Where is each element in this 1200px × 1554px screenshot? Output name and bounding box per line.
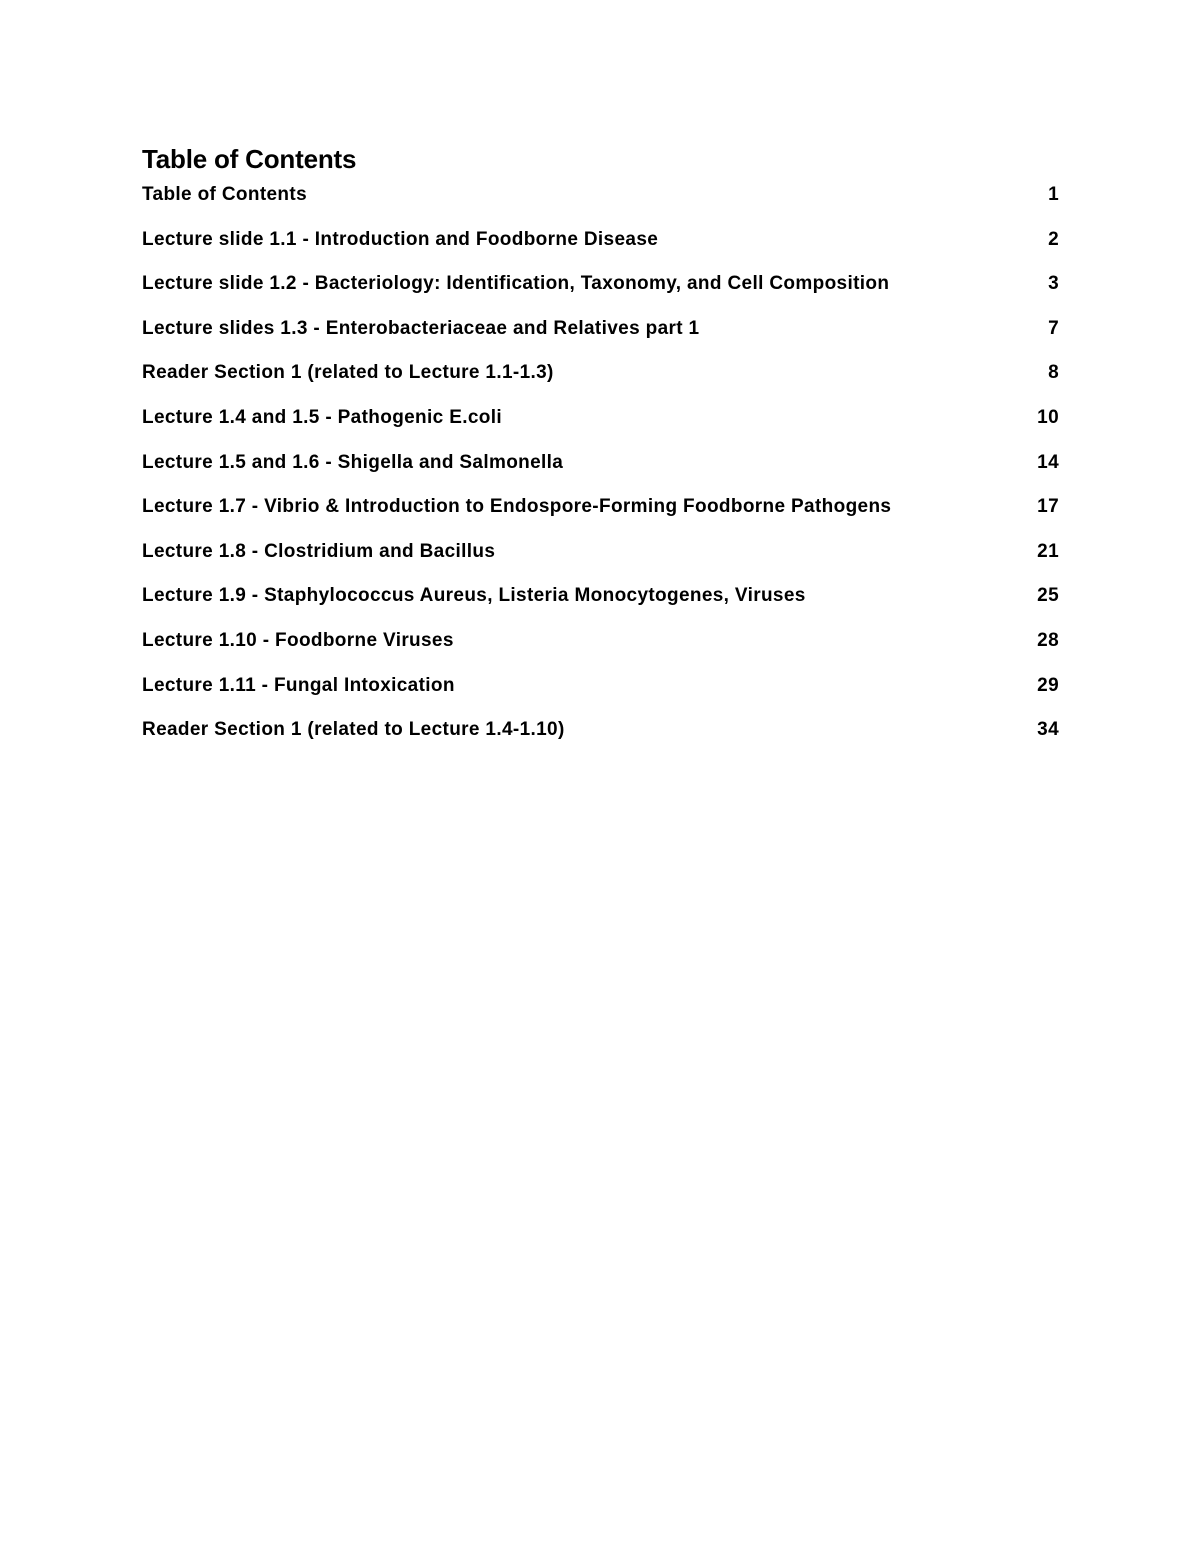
- toc-entry-title: Lecture 1.4 and 1.5 - Pathogenic E.coli: [142, 406, 502, 428]
- toc-entry-page-number: 8: [1048, 362, 1059, 384]
- toc-entry-page-number: 21: [1037, 540, 1059, 562]
- toc-entry-title: Reader Section 1 (related to Lecture 1.4-1.10): [142, 719, 565, 741]
- toc-entry[interactable]: [142, 358, 1059, 403]
- table-of-contents: [142, 140, 1059, 760]
- toc-entry[interactable]: [142, 537, 1059, 582]
- toc-entry-page-number: 34: [1037, 719, 1059, 741]
- toc-entry[interactable]: [142, 314, 1059, 359]
- toc-entry-page-number: 28: [1037, 629, 1059, 651]
- toc-entry-title: Lecture 1.7 - Vibrio & Introduction to Endospore-Forming Foodborne Pathogens: [142, 496, 892, 518]
- toc-entry[interactable]: [142, 671, 1059, 716]
- toc-entry[interactable]: [142, 715, 1059, 760]
- toc-entry[interactable]: [142, 180, 1059, 225]
- toc-entry[interactable]: [142, 626, 1059, 671]
- toc-entry[interactable]: [142, 403, 1059, 448]
- toc-entry[interactable]: [142, 269, 1059, 314]
- toc-entry[interactable]: [142, 448, 1059, 493]
- toc-entry-page-number: 10: [1037, 406, 1059, 428]
- toc-entry-title: Lecture 1.8 - Clostridium and Bacillus: [142, 540, 496, 562]
- toc-entry-title: Lecture 1.10 - Foodborne Viruses: [142, 629, 454, 651]
- toc-entry-page-number: 17: [1037, 496, 1059, 518]
- toc-entry-title: Reader Section 1 (related to Lecture 1.1-1.3): [142, 362, 554, 384]
- toc-entry-page-number: 29: [1037, 674, 1059, 696]
- toc-entry-page-number: 14: [1037, 451, 1059, 473]
- toc-entry-page-number: 25: [1037, 585, 1059, 607]
- toc-entry-title: Lecture 1.9 - Staphylococcus Aureus, Listeria Monocytogenes, Viruses: [142, 585, 806, 607]
- toc-entry-title: Table of Contents: [142, 184, 307, 205]
- toc-entry[interactable]: [142, 225, 1059, 270]
- toc-entry[interactable]: [142, 581, 1059, 626]
- toc-entry-page-number: 7: [1048, 317, 1059, 339]
- toc-entry-title: Lecture 1.11 - Fungal Intoxication: [142, 674, 455, 696]
- toc-list: [142, 180, 1059, 760]
- toc-entry-title: Lecture slides 1.3 - Enterobacteriaceae and Relatives part 1: [142, 317, 700, 339]
- toc-entry-title: Lecture slide 1.1 - Introduction and Foodborne Disease: [142, 228, 659, 250]
- toc-entry-page-number: 2: [1048, 228, 1059, 250]
- toc-entry-page-number: 1: [1048, 184, 1059, 205]
- toc-entry-page-number: 3: [1048, 273, 1059, 295]
- toc-entry-title: Lecture slide 1.2 - Bacteriology: Identification, Taxonomy, and Cell Composition: [142, 273, 890, 295]
- toc-heading: Table of Contents: [142, 144, 357, 174]
- toc-entry[interactable]: [142, 492, 1059, 537]
- toc-entry-title: Lecture 1.5 and 1.6 - Shigella and Salmonella: [142, 451, 564, 473]
